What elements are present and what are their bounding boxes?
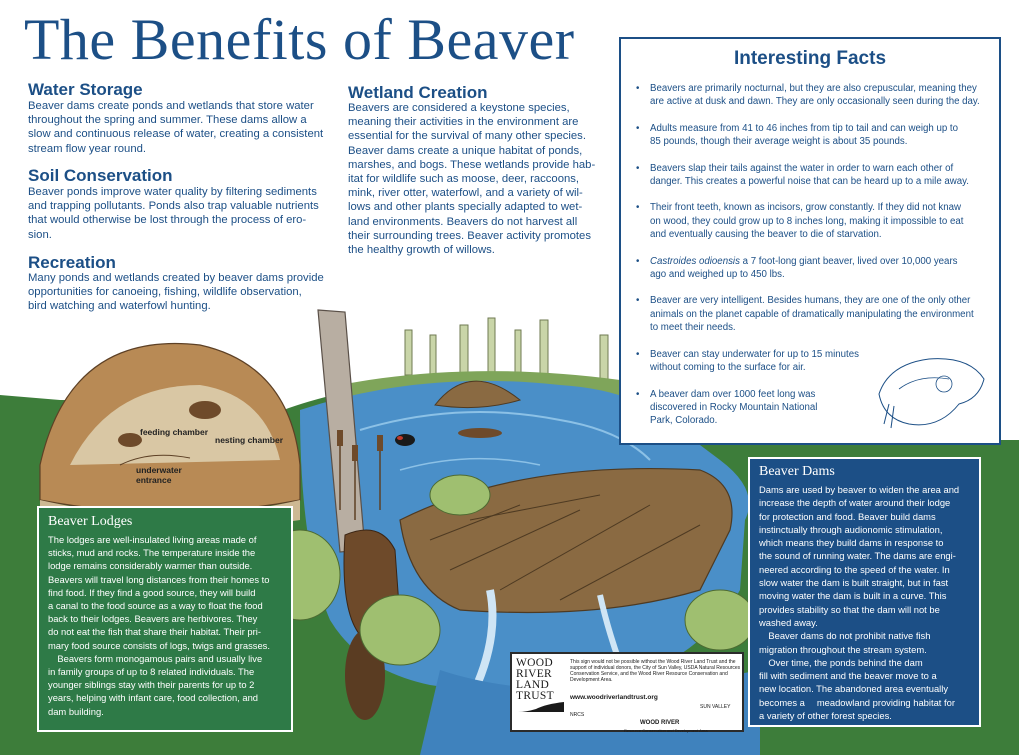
sun-valley-logo: SUN VALLEY	[700, 704, 731, 710]
wetland-creation-heading: Wetland Creation	[348, 83, 488, 102]
water-storage-text: Beaver dams create ponds and wetlands that store water throughout the spring and summer. These dams allow a slow and continuous release of water, creating a consistent stream flow year round.	[28, 100, 324, 155]
sponsor-text: This sign would not be possible without the Wood River Land Trust and the support of individual donors, the City of Sun Valley, USDA Natural Resources Conservation Service, and the Wood River Resource Conservation and Development Area.	[570, 659, 741, 683]
beaver-skull-illustration	[869, 344, 989, 434]
wetland-creation-text: Beavers are considered a keystone species, meaning their activities in the environment are essential for the survival of many other species. Beaver dams create a unique habitat of ponds, marshes, and bogs. These wetlands provide hab- itat for wildlife such as moose, deer, raccoons, mink, river otter, waterfowl, and a variety of wil- lows and other plants specially adapted to wet- land environments. Beavers do not harvest all their surrounding trees. Beaver activity promotes the healthy growth of willows.	[348, 102, 596, 257]
soil-conservation-text: Beaver ponds improve water quality by filtering sediments and trapping pollutants. Ponds also trap valuable nutrients that would otherwise be lost through the process of ero- sion.	[28, 186, 319, 241]
interesting-facts-panel	[619, 37, 1001, 445]
fact-item: • Adults measure from 41 to 46 inches from tip to tail and can weigh up to 85 pounds, though their average weight is about 35 pounds.	[636, 122, 985, 149]
fact-item: • Their front teeth, known as incisors, grow constantly. If they did not knaw on wood, they could grow up to 8 inches long, making it impossible to eat and eventually causing the beaver to die of starvation.	[636, 201, 985, 241]
fact-item: • Castroides odioensis a 7 foot-long giant beaver, lived over 10,000 years ago and weighed up to 450 lbs.	[636, 255, 985, 282]
fact-item: • A beaver dam over 1000 feet long was discovered in Rocky Mountain National Park, Colorado.	[636, 388, 985, 428]
fact-item: • Beavers are primarily nocturnal, but they are also crepuscular, meaning they are active at dusk and dawn. They are only occasionally seen during the day.	[636, 82, 985, 109]
river-logo-icon	[516, 700, 566, 714]
nrcs-logo: NRCS	[570, 712, 585, 718]
wood-river-rcd-subtitle: Resource Conservation and Development Area	[624, 728, 708, 733]
beaver-dams-panel	[748, 457, 981, 727]
sponsor-panel	[510, 652, 744, 732]
water-storage-heading: Water Storage	[28, 80, 143, 99]
interesting-facts-heading: Interesting Facts	[733, 48, 887, 69]
entrance-label: entrance	[136, 475, 172, 485]
beaver-dams-text: Dams are used by beaver to widen the area and increase the depth of water around their lodge for protection and food. Beaver build dams instinctually through audionomic stimulation, which means they build dams in response to the sound of running water. The dams are engi- neered according to the speed of the water. In slow water the dam is built straight, but in fast moving water the dam is built in a curve. This provides stability so that the dam will not be washed away. Beaver dams do not prohibit native fish migration throughout the stream system. Over time, the ponds behind the dam fill with sediment and the beaver move to a new location. The abandoned area eventually becomes a meadowland providing habitat for a variety of other forest species.	[759, 484, 960, 722]
sponsor-url: www.woodriverlandtrust.org	[570, 694, 658, 701]
fact-item: • Beaver are very intelligent. Besides humans, they are one of the only other animals on the planet capable of dramatically manipulating the environment to meet their needs.	[636, 294, 985, 334]
underwater-label: underwater	[136, 465, 182, 475]
recreation-heading: Recreation	[28, 253, 116, 272]
beaver-lodges-text: The lodges are well-insulated living areas made of sticks, mud and rocks. The temperature inside the lodge remains considerably warmer than outside. Beavers will travel long distances from their homes to find food. If they find a good source, they will build a canal to the food source as a way to float the food back to their lodges. Beavers are herbivores. They do not eat the fish that share their habitat. Their pri- mary food source consists of logs, twigs and grasses. Beavers form monogamous pairs and usually live in family groups of up to 8 related individuals. The younger siblings stay with their parents for up to 2 years, helping with infant care, food collection, and dam building.	[48, 534, 270, 717]
beaver-lodges-panel	[37, 506, 293, 732]
nesting-chamber-label: nesting chamber	[215, 435, 284, 445]
wood-river-land-trust-logo: WOOD RIVER LAND TRUST	[516, 657, 554, 702]
feeding-chamber-label: feeding chamber	[140, 427, 209, 437]
recreation-text: Many ponds and wetlands created by beaver dams provide opportunities for canoeing, fishing, wildlife observation, bird watching and waterfowl hunting.	[28, 272, 324, 313]
soil-conservation-heading: Soil Conservation	[28, 166, 173, 185]
page-title: The Benefits of Beaver	[24, 7, 575, 72]
wood-river-rcd-logo: WOOD RIVER	[640, 720, 680, 726]
beaver-lodges-heading: Beaver Lodges	[48, 514, 133, 529]
fact-item: • Beavers slap their tails against the water in order to warn each other of danger. This creates a powerful noise that can be heard up to a mile away.	[636, 162, 985, 189]
fact-item: • Beaver can stay underwater for up to 15 minutes without coming to the surface for air.	[636, 348, 985, 375]
beaver-dams-heading: Beaver Dams	[759, 464, 835, 479]
